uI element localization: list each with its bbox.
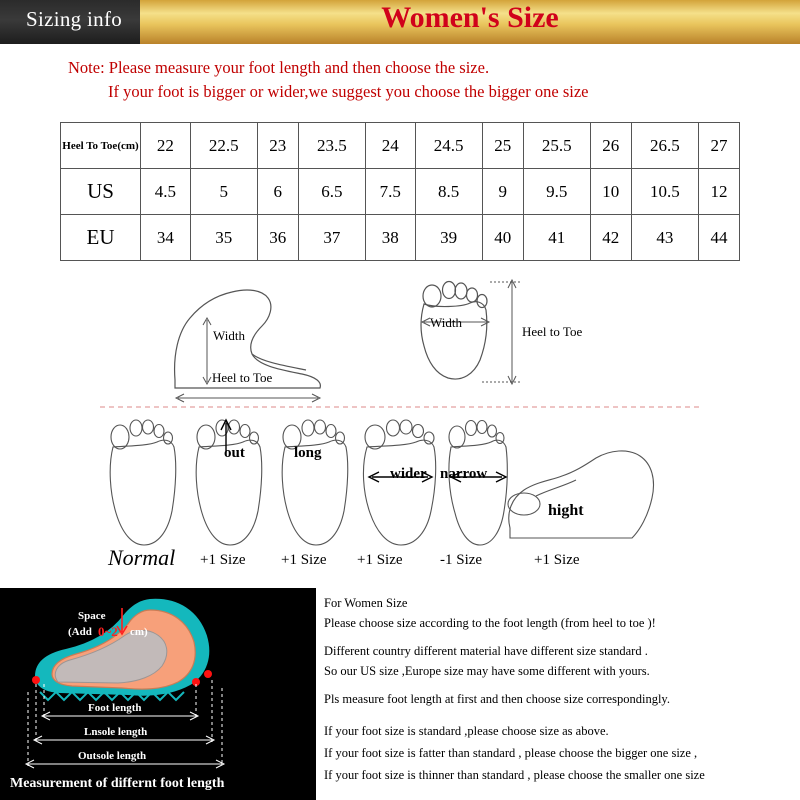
- cell: 22: [141, 123, 191, 169]
- cell: 4.5: [141, 169, 191, 215]
- guidance-line-2: Please choose size according to the foot length (from heel to toe )!: [324, 616, 656, 630]
- page-header: [0, 0, 800, 44]
- side-heel-to-toe-label: Heel to Toe: [212, 370, 273, 385]
- footprint-long-icon: [282, 420, 348, 545]
- footprint-out-icon: [196, 420, 262, 545]
- cell: 5: [190, 169, 257, 215]
- cell: 27: [698, 123, 739, 169]
- add-value: 0~2: [98, 624, 118, 639]
- insole-measurement-panel: [0, 588, 316, 800]
- cell: 6: [257, 169, 298, 215]
- marker-heel: [32, 676, 40, 684]
- row-header-us: US: [61, 169, 141, 215]
- cell: 35: [190, 215, 257, 261]
- cell: 43: [631, 215, 698, 261]
- page-title: Women's Size: [381, 1, 559, 34]
- outsole-length-label: Outsole length: [78, 750, 147, 762]
- note-line-2: If your foot is bigger or wider,we suggest you choose the bigger one size: [108, 81, 589, 101]
- size-label-normal: Normal: [108, 545, 176, 570]
- side-width-dimension: [203, 318, 211, 384]
- insole-length-label: Lnsole length: [84, 726, 148, 738]
- size-label-4: +1 Size: [357, 552, 403, 568]
- cell: 7.5: [365, 169, 415, 215]
- cell: 25: [482, 123, 523, 169]
- row-header-heel-to-toe: Heel To Toe(cm): [61, 123, 141, 169]
- cell: 10: [590, 169, 631, 215]
- cell: 34: [141, 215, 191, 261]
- cell: 24.5: [415, 123, 482, 169]
- size-table-body: [61, 123, 740, 261]
- footprint-normal-icon: [110, 420, 176, 545]
- row-header-eu: EU: [61, 215, 141, 261]
- sizing-info-label: Sizing info: [26, 7, 123, 31]
- cell: 36: [257, 215, 298, 261]
- size-label-6: +1 Size: [534, 552, 580, 568]
- cell: 8.5: [415, 169, 482, 215]
- cell: 26.5: [631, 123, 698, 169]
- hight-label: hight: [548, 502, 584, 519]
- marker-toe: [204, 670, 212, 678]
- cell: 12: [698, 169, 739, 215]
- guidance-line-3: Different country different material have different size standard .: [324, 644, 648, 658]
- cell: 41: [523, 215, 590, 261]
- cell: 44: [698, 215, 739, 261]
- wider-label: wider: [390, 466, 427, 482]
- cell: 40: [482, 215, 523, 261]
- cell: 23.5: [298, 123, 365, 169]
- space-label: Space: [78, 610, 106, 622]
- out-label: out: [224, 445, 245, 461]
- narrow-label: narrow: [440, 466, 488, 482]
- cell: 9: [482, 169, 523, 215]
- guidance-line-6: If your foot size is standard ,please choose size as above.: [324, 724, 609, 738]
- footprint-hight-icon: [508, 451, 654, 538]
- top-width-label: Width: [430, 315, 462, 330]
- size-conversion-table: [60, 122, 740, 261]
- size-guidance-text-panel: [316, 588, 800, 800]
- note-block: [60, 56, 740, 104]
- table-row: [61, 215, 740, 261]
- cell: 22.5: [190, 123, 257, 169]
- foot-diagrams-section: [0, 270, 800, 590]
- size-label-2: +1 Size: [200, 552, 246, 568]
- guidance-line-1: For Women Size: [324, 596, 408, 610]
- cell: 26: [590, 123, 631, 169]
- long-label: long: [294, 445, 322, 461]
- insole-measurement-diagram: [0, 588, 316, 800]
- guidance-line-4: So our US size ,Europe size may have some different with yours.: [324, 664, 650, 678]
- size-label-5: -1 Size: [440, 552, 483, 568]
- table-row: [61, 169, 740, 215]
- cell: 38: [365, 215, 415, 261]
- guidance-line-7: If your foot size is fatter than standard , please choose the bigger one size ,: [324, 746, 698, 760]
- top-heel-to-toe-dimension: [482, 280, 522, 384]
- side-width-label: Width: [213, 328, 245, 343]
- table-row: [61, 123, 740, 169]
- cell: 9.5: [523, 169, 590, 215]
- guidance-line-8: If your foot size is thinner than standard , please choose the smaller one size: [324, 768, 705, 782]
- add-unit: cm): [130, 626, 148, 638]
- cell: 42: [590, 215, 631, 261]
- foot-length-label: Foot length: [88, 702, 142, 714]
- cell: 23: [257, 123, 298, 169]
- note-line-1: Note: Please measure your foot length and then choose the size.: [68, 58, 490, 77]
- cell: 39: [415, 215, 482, 261]
- cell: 37: [298, 215, 365, 261]
- foot-measure-diagrams: [0, 270, 800, 410]
- guidance-line-5: Pls measure foot length at first and then choose size correspondingly.: [324, 692, 670, 706]
- cell: 25.5: [523, 123, 590, 169]
- measurement-caption: Measurement of differnt foot length: [10, 776, 225, 791]
- size-label-3: +1 Size: [281, 552, 327, 568]
- cell: 6.5: [298, 169, 365, 215]
- add-label: (Add: [68, 626, 92, 638]
- cell: 24: [365, 123, 415, 169]
- cell: 10.5: [631, 169, 698, 215]
- side-heel-to-toe-dimension: [176, 394, 320, 402]
- top-heel-to-toe-label: Heel to Toe: [522, 324, 583, 339]
- bottom-section: [0, 588, 800, 800]
